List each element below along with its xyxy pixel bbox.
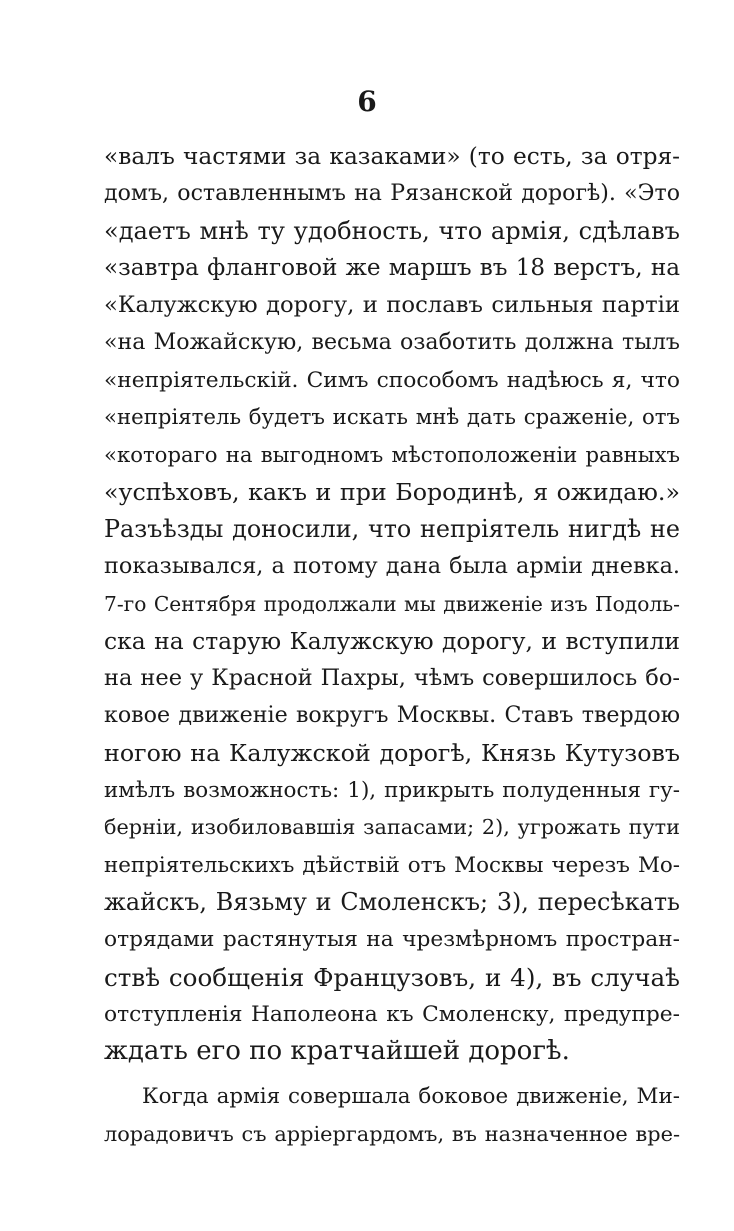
text-line: берніи, изобиловавшія запасами; 2), угрожать пути — [104, 815, 680, 840]
text-line: «успѣховъ, какъ и при Бородинѣ, я ожидаю.» — [104, 477, 680, 506]
text-line: жайскъ, Вязьму и Смоленскъ; 3), пересѣкать — [104, 887, 680, 916]
text-line: имѣлъ возможность: 1), прикрыть полуденныя гу- — [104, 778, 680, 804]
text-line: лорадовичъ съ арріергардомъ, въ назначенное вре- — [104, 1121, 680, 1146]
body-text — [104, 138, 680, 1153]
text-line: ковое движеніе вокругъ Москвы. Ставъ твердою — [104, 702, 680, 729]
text-line: Разъѣзды доносили, что непріятель нигдѣ не — [104, 514, 680, 543]
text-line: «котораго на выгодномъ мѣстоположеніи равныхъ — [104, 442, 680, 468]
text-line: «на Можайскую, весьма озаботить должна тылъ — [104, 329, 680, 356]
text-line: показывался, а потому дана была арміи дневка. — [104, 553, 680, 580]
page-number: 6 — [357, 85, 377, 118]
text-line: домъ, оставленнымъ на Рязанской дорогѣ). «Это — [104, 181, 680, 207]
text-line: «непріятель будетъ искать мнѣ дать сраженіе, отъ — [104, 405, 680, 431]
text-line: «Калужскую дорогу, и пославъ сильныя партіи — [104, 292, 680, 319]
text-line: Когда армія совершала боковое движеніе, Ми- — [142, 1084, 680, 1110]
text-line: отступленія Наполеона къ Смоленску, предупре- — [104, 1001, 680, 1027]
text-line: ска на старую Калужскую дорогу, и вступили — [104, 626, 680, 655]
text-line: «даетъ мнѣ ту удобность, что армія, сдѣлавъ — [104, 216, 680, 245]
text-line: на нее у Красной Пахры, чѣмъ совершилось бо- — [104, 665, 680, 692]
text-line: отрядами растянутыя на чрезмѣрномъ простран- — [104, 927, 680, 953]
text-line: ждать его по кратчайшей дорогѣ. — [104, 1036, 570, 1067]
text-line: ствѣ сообщенія Французовъ, и 4), въ случаѣ — [104, 962, 680, 992]
text-line: непріятельскихъ дѣйствій отъ Москвы черезъ Мо- — [104, 852, 680, 878]
text-line: «завтра фланговой же маршъ въ 18 верстъ, на — [104, 254, 680, 281]
text-line: «непріятельскій. Симъ способомъ надѣюсь я, что — [104, 367, 680, 393]
text-line: 7-го Сентября продолжали мы движеніе изъ Подоль- — [104, 591, 680, 616]
text-line: ногою на Калужской дорогѣ, Князь Кутузовъ — [104, 738, 680, 767]
text-line: «валъ частями за казаками» (то есть, за отря- — [104, 143, 680, 170]
